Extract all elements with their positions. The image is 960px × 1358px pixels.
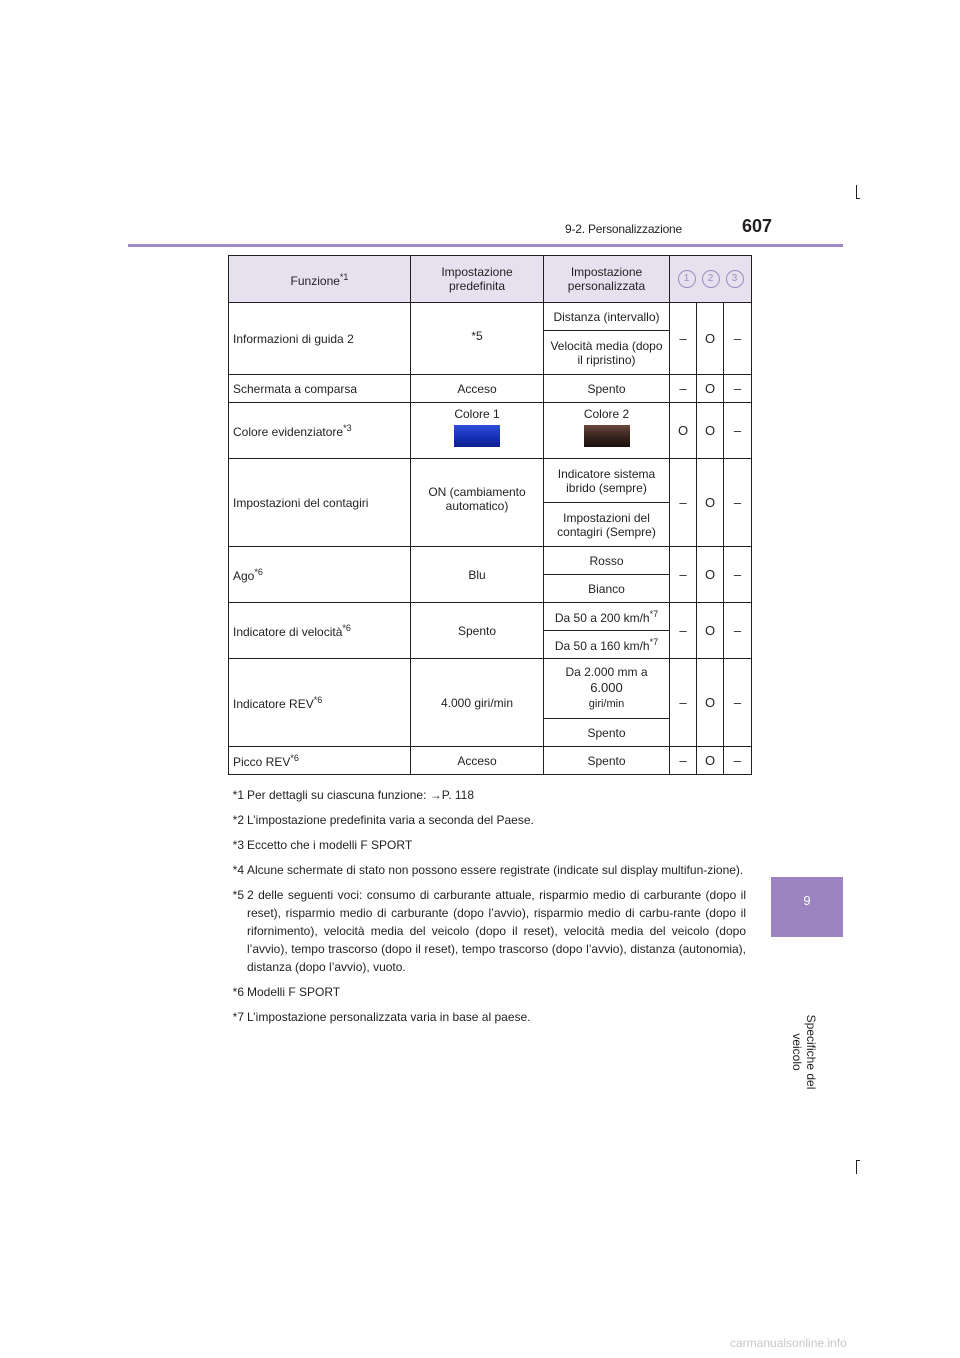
row-custom: Distanza (intervallo) <box>544 303 670 331</box>
footnotes <box>222 786 746 1033</box>
colore-1-label: Colore 1 <box>454 407 500 421</box>
mark-3: – <box>724 403 752 459</box>
circled-2-icon: 2 <box>702 270 720 288</box>
mark-1: – <box>670 659 697 747</box>
row-function: Indicatore di velocità$^{*6}$ <box>229 603 411 659</box>
table-row <box>229 303 752 331</box>
section-title: 9-2. Personalizzazione <box>564 222 682 236</box>
row-default: *5 <box>411 303 544 375</box>
footnote: *2 L’impostazione predefinita varia a seconda del Paese. <box>232 813 534 827</box>
chapter-tab[interactable] <box>771 877 843 937</box>
row-custom: Spento <box>544 719 670 747</box>
row-default: Blu <box>411 547 544 603</box>
crop-mark-top <box>856 185 857 199</box>
row-default: 4.000 giri/min <box>411 659 544 747</box>
circled-1-icon: 1 <box>678 270 696 288</box>
row-function: Schermata a comparsa <box>229 375 411 403</box>
mark-2: O <box>697 303 724 375</box>
mark-2: O <box>697 375 724 403</box>
row-custom: Impostazioni del contagiri (Sempre) <box>544 503 670 547</box>
footnote: *7 L’impostazione personalizzata varia in base al paese. <box>232 1010 531 1024</box>
mark-1: – <box>670 603 697 659</box>
row-function: Impostazioni del contagiri <box>229 459 411 547</box>
row-default: Acceso <box>411 375 544 403</box>
row-custom: Da 50 a 160 $km/h^{*7}$ <box>544 631 670 659</box>
mark-3: – <box>724 459 752 547</box>
row-custom: Da 50 a 200 $km/h^{*7}$ <box>544 603 670 631</box>
chapter-number: 9 <box>803 893 811 908</box>
row-default: Acceso <box>411 747 544 775</box>
row-custom <box>544 403 670 459</box>
header-custom: Impostazione personalizzata <box>544 256 670 303</box>
mark-1: – <box>670 747 697 775</box>
mark-3: – <box>724 303 752 375</box>
table-row <box>229 459 752 503</box>
mark-1: – <box>670 303 697 375</box>
header-rule <box>128 244 843 247</box>
mark-3: – <box>724 375 752 403</box>
table-row <box>229 747 752 775</box>
mark-1: – <box>670 547 697 603</box>
row-default: ON (cambiamento automatico) <box>411 459 544 547</box>
header-icons <box>670 256 752 303</box>
color-swatch-blue <box>454 425 500 447</box>
mark-3: – <box>724 747 752 775</box>
mark-3: – <box>724 603 752 659</box>
color-swatch-brown <box>584 425 630 447</box>
chapter-title: Specifiche del veicolo <box>790 1014 818 1090</box>
row-custom: Indicatore sistema ibrido (sempre) <box>544 459 670 503</box>
mark-3: – <box>724 547 752 603</box>
mark-2: O <box>697 659 724 747</box>
row-custom: Rosso <box>544 547 670 575</box>
footnote: *3 Eccetto che i modelli F SPORT <box>232 838 413 852</box>
crop-mark-bottom-foot <box>856 1160 860 1161</box>
footnote: *5 2 delle seguenti voci: consumo di carburante attuale, risparmio medio di carburante (dopo il reset), risparmio medio di carburante (dopo l’avvio), risparmio medio di carbu-rante (dopo il rifornimento), velocità media del veicolo (dopo il reset), velocità media del veicolo (dopo l’avvio), tempo trascorso (dopo il reset), tempo trascorso (dopo l’avvio), distanza (autonomia), distanza (dopo l’avvio), vuoto. <box>232 888 746 974</box>
watermark: carmanualsonline.info <box>730 1336 847 1350</box>
footnote: *6 Modelli F SPORT <box>232 985 341 999</box>
page-number: 607 <box>742 216 773 236</box>
circled-3-icon: 3 <box>726 270 744 288</box>
mark-2: O <box>697 603 724 659</box>
row-function: Picco REV$^{*6}$ <box>229 747 411 775</box>
mark-2: O <box>697 547 724 603</box>
crop-mark-top-foot <box>856 198 860 199</box>
row-default: Spento <box>411 603 544 659</box>
table-row <box>229 547 752 575</box>
row-custom: Bianco <box>544 575 670 603</box>
mark-2: O <box>697 459 724 547</box>
header-funzione: Funzione$^{*1}$ <box>229 256 411 303</box>
colore-2-label: Colore 2 <box>583 407 630 421</box>
row-default <box>411 403 544 459</box>
table-row <box>229 375 752 403</box>
footnote: *4 Alcune schermate di stato non possono essere registrate (indicate sul display multifun-zione). <box>232 863 744 877</box>
customization-table <box>228 255 752 775</box>
table-header-row <box>229 256 752 303</box>
row-function: Colore evidenziatore$^{*3}$ <box>229 403 411 459</box>
row-custom: Spento <box>544 747 670 775</box>
row-function: Informazioni di guida 2 <box>229 303 411 375</box>
row-function: Ago$^{*6}$ <box>229 547 411 603</box>
footnote: *1 Per dettagli su ciascuna funzione: →P. 118 <box>232 788 475 802</box>
crop-mark-bottom <box>856 1160 857 1174</box>
header-default: Impostazione predefinita <box>411 256 544 303</box>
row-custom: Da 2.000 mm a 6.000 giri/min <box>544 659 670 719</box>
mark-1: – <box>670 375 697 403</box>
mark-2: O <box>697 747 724 775</box>
row-function: Indicatore REV$^{*6}$ <box>229 659 411 747</box>
table-row <box>229 603 752 631</box>
mark-2: O <box>697 403 724 459</box>
table-row <box>229 403 752 459</box>
mark-3: – <box>724 659 752 747</box>
row-custom: Spento <box>544 375 670 403</box>
mark-1: O <box>670 403 697 459</box>
mark-1: – <box>670 459 697 547</box>
row-custom: Velocità media (dopo il ripristino) <box>544 331 670 375</box>
table-row <box>229 659 752 719</box>
